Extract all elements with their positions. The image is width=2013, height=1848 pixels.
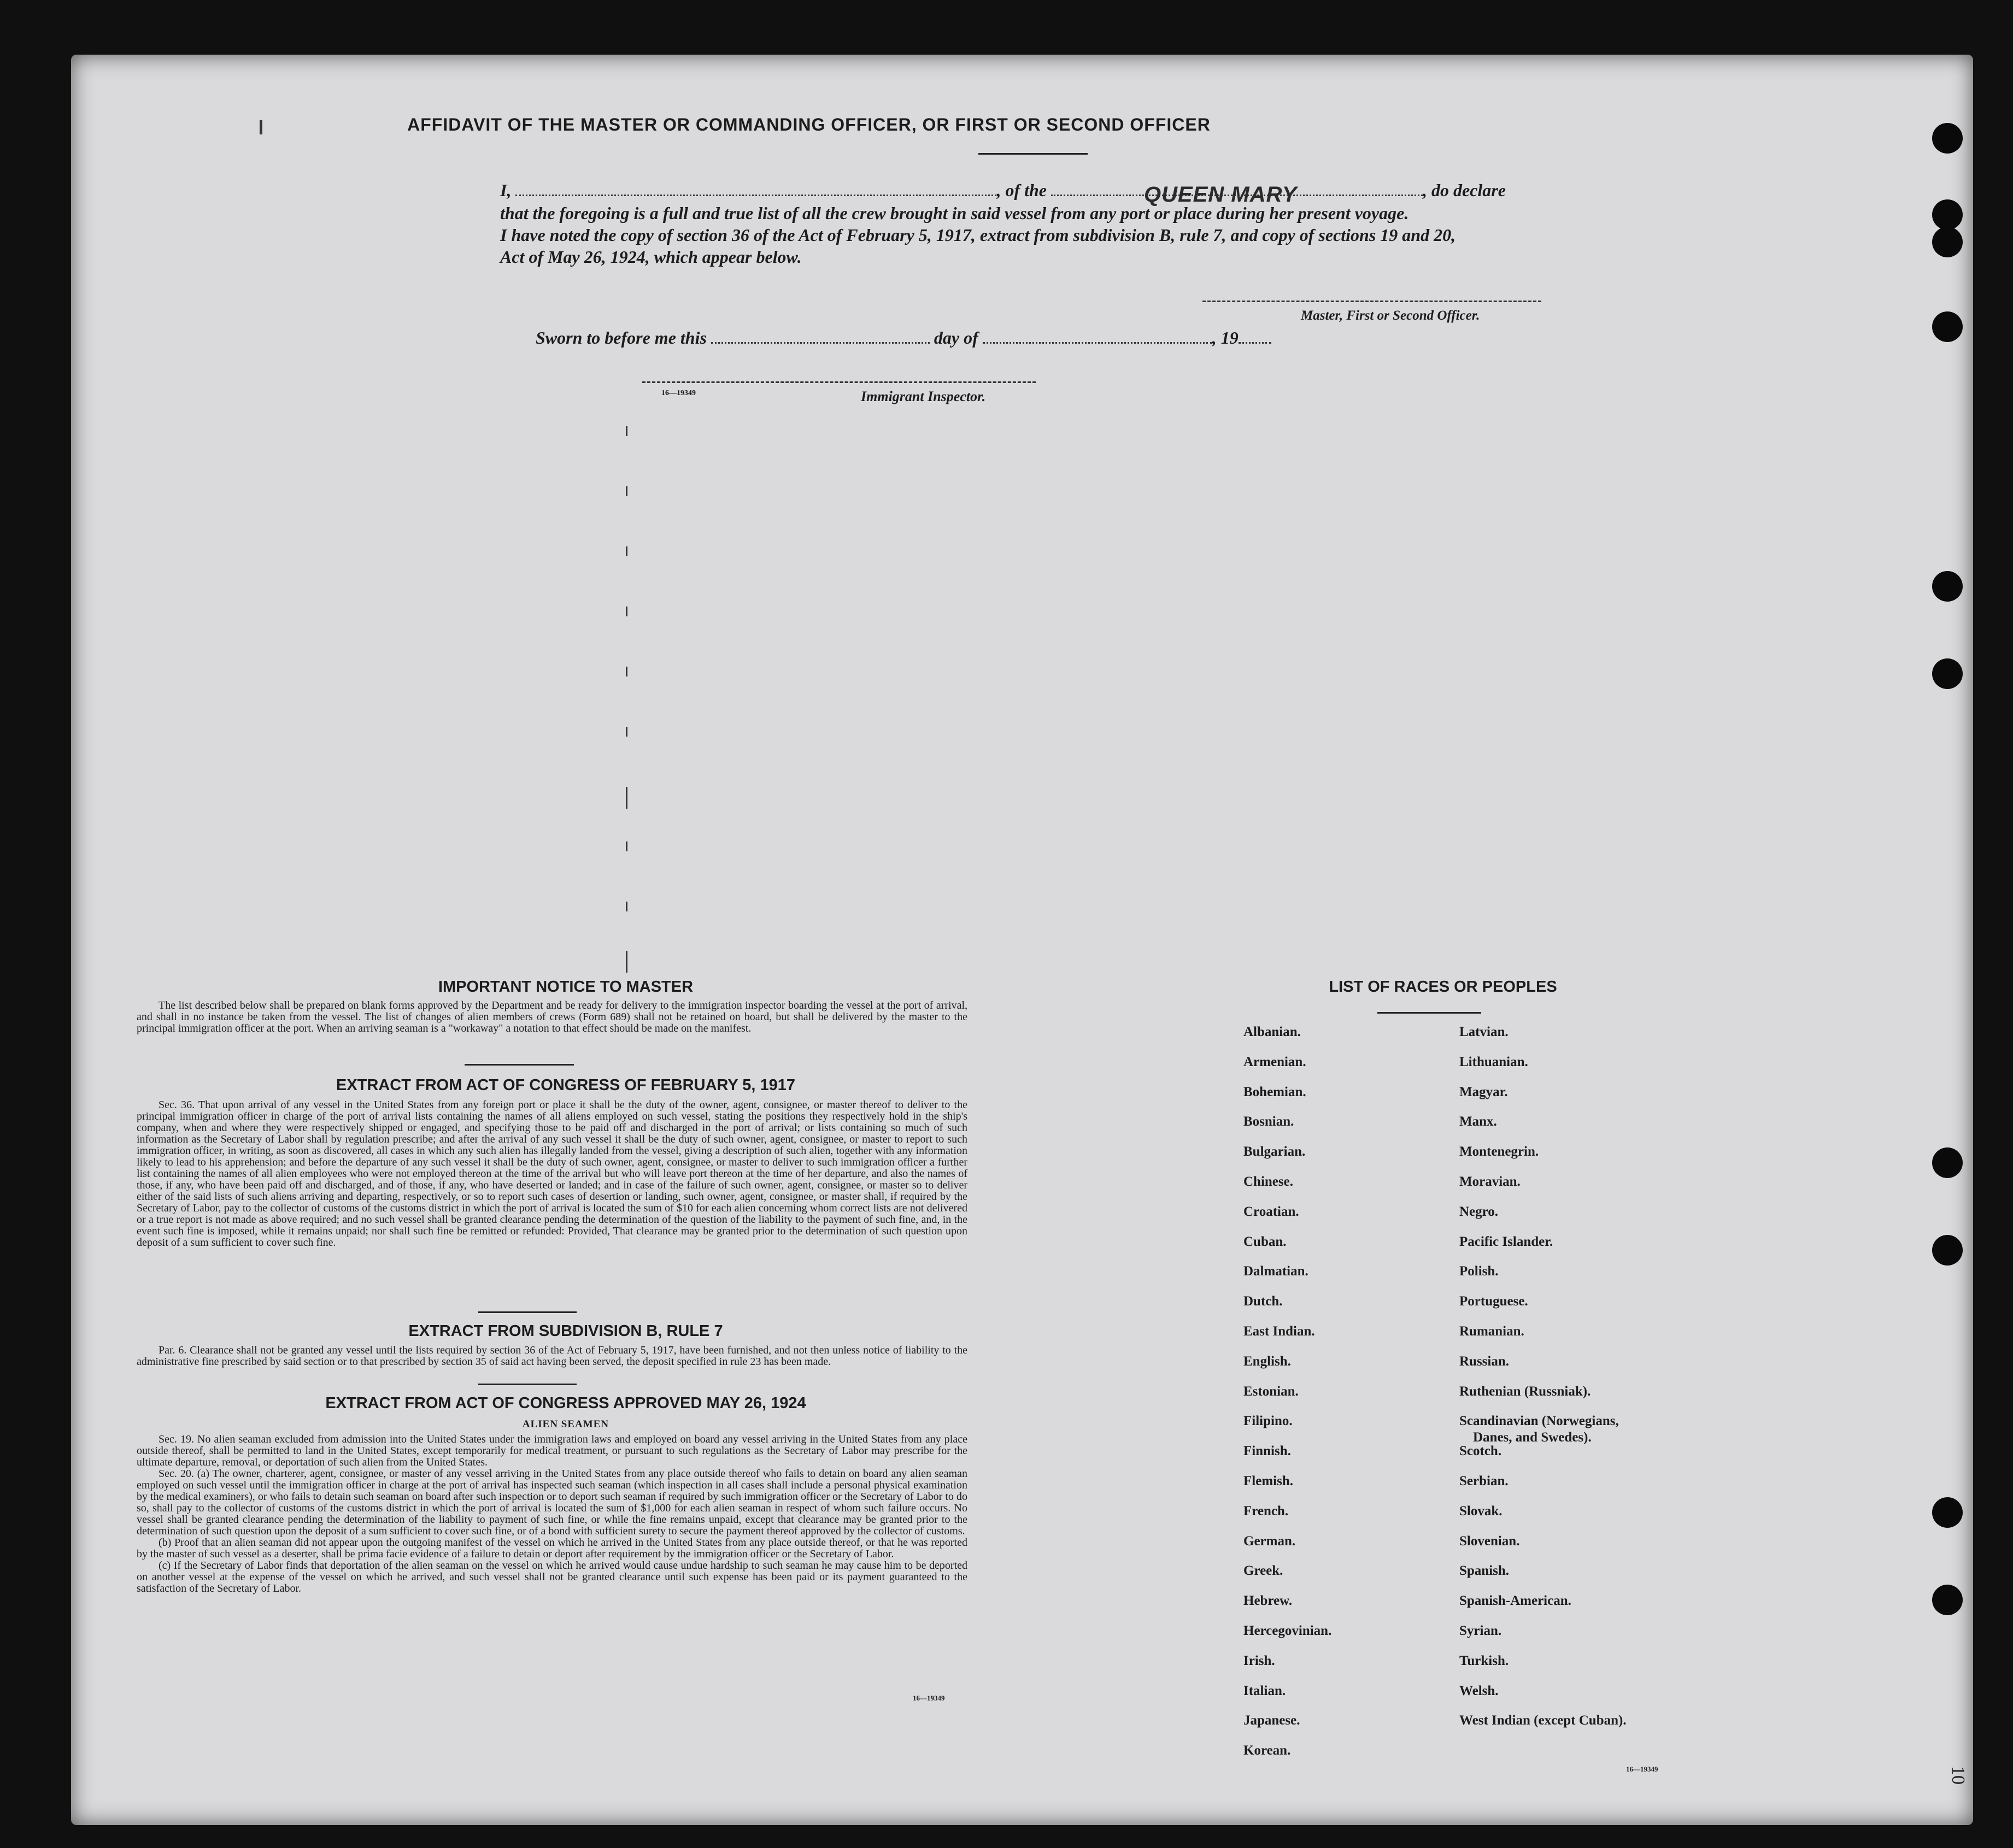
fold-mark (626, 787, 627, 809)
race-item: French. (1243, 1503, 1289, 1519)
punch-hole (1932, 123, 1963, 154)
race-item: Armenian. (1243, 1054, 1306, 1069)
punch-hole (1932, 1497, 1963, 1528)
sec20b-text: (b) Proof that an alien seaman did not appear upon the outgoing manifest of the vessel on which he arrived in the United States from any place outside thereof, or that he was reported by the master of such vessel as a deserter, shall be prima facie evidence of a failure to detain or deport after requirement by the immigration officer or the Secretary of Labor. (137, 1537, 967, 1560)
punch-hole (1932, 227, 1963, 257)
margin-mark (260, 120, 262, 134)
race-item: Manx. (1459, 1114, 1497, 1129)
year-label: , 19 (1212, 328, 1239, 348)
inspector-caption: Immigrant Inspector. (861, 389, 986, 404)
race-item: Bulgarian. (1243, 1144, 1306, 1160)
inspector-form-number: 16—19349 (661, 389, 696, 397)
document-page (71, 55, 1973, 1825)
divider (465, 1064, 574, 1066)
race-item: Bohemian. (1243, 1084, 1306, 1099)
race-item: Irish. (1243, 1653, 1275, 1668)
sec20c-text: (c) If the Secretary of Labor finds that deportation of the alien seaman on the vessel on which he arrived would cause undue hardship to such seaman he may cause him to be deported on another vessel at the expense of the vessel on which he arrived, and such vessel shall not be granted clearance until such expense has been paid or its payment guaranteed to the satisfaction of the Secretary of Labor. (137, 1559, 967, 1594)
race-item: Ruthenian (Russniak). (1459, 1384, 1591, 1399)
race-item: Greek. (1243, 1563, 1283, 1579)
of-the-label: , of the (996, 180, 1047, 200)
race-item: East Indian. (1243, 1324, 1315, 1339)
signature-caption: Master, First or Second Officer. (1301, 308, 1480, 323)
ship-name: QUEEN MARY (1144, 183, 1298, 207)
race-item: Serbian. (1459, 1474, 1509, 1488)
page-number: 10 (1948, 1766, 1968, 1785)
race-item: Korean. (1243, 1743, 1291, 1758)
sworn-label: Sworn to before me this (536, 328, 707, 348)
race-item: Italian. (1243, 1683, 1286, 1698)
sec20a-text: Sec. 20. (a) The owner, charterer, agent, consignee, or master of any vessel arriving in the United States from any place outside thereof who fails to detain on board any alien seaman employed on such vessel until the immigration officer in charge at the port of arrival has inspected such seaman (which inspection in all cases shall include a personal physical examination by the medical examiners), or who fails to detain such seaman on board after such inspection or to deport such seaman if required by such immigration officer or the Secretary of Labor to do so, shall pay to the collector of customs of the customs district in which the port of arrival is located the sum of $1,000 for each alien seaman in respect of whom such failure occurs. No vessel shall be granted clearance pending the determination of the liability to payment of such fine, or while the fine remains unpaid, except that clearance may be granted prior to the determination of such question upon the deposit of a sum sufficient to cover such fine, or of a bond with sufficient surety to secure the payment thereof approved by the collector of customs. (137, 1468, 967, 1537)
race-item: Slovak. (1459, 1503, 1503, 1519)
affidavit-line4: Act of May 26, 1924, which appear below. (500, 247, 802, 267)
race-item: Portuguese. (1459, 1294, 1528, 1309)
race-item: Negro. (1459, 1204, 1499, 1219)
race-item: Spanish-American. (1459, 1593, 1571, 1609)
day-of-label: day of (934, 328, 978, 348)
race-item: Finnish. (1243, 1444, 1291, 1459)
notice-title: IMPORTANT NOTICE TO MASTER (438, 978, 694, 996)
races-title: LIST OF RACES OR PEOPLES (1329, 978, 1557, 996)
subdivision-b-text: Par. 6. Clearance shall not be granted any vessel until the lists required by section 36 of the Act of February 5, 1917, have been furnished, and not then unless notice of liability to the administrative fine prescribed by said section or to that prescribed by section 35 of said act having been served, the deposit specified in rule 23 has been made. (137, 1344, 967, 1368)
race-item: Japanese. (1243, 1713, 1300, 1728)
sworn-day-blank[interactable] (711, 342, 930, 344)
race-item: Filipino. (1243, 1414, 1293, 1429)
punch-hole (1932, 311, 1963, 342)
race-item: Scandinavian (Norwegians, (1459, 1414, 1619, 1429)
race-item: Estonian. (1243, 1384, 1299, 1399)
do-declare-label: , do declare (1423, 180, 1506, 200)
race-item: Latvian. (1459, 1025, 1509, 1039)
races-underline (1377, 1012, 1481, 1014)
affidavit-line3: I have noted the copy of section 36 of the Act of February 5, 1917, extract from subdivision B, rule 7, and copy of sections 19 and 20, (500, 225, 1456, 245)
extract-1917-text: Sec. 36. That upon arrival of any vessel in the United States from any foreign port or place it shall be the duty of the owner, agent, consignee, or master thereof to deliver to the principal immigration officer in charge of the port of arrival lists containing the names of all aliens employed on such vessel, stating the positions they respectively hold in the ship's company, when and where they were respectively shipped or engaged, and specifying those to be paid off and discharged in the port of arrival; or lists containing so much of such information as the Secretary of Labor shall by regulation prescribe; and after the arrival of any such vessel it shall be the duty of such owner, agent, consignee, or master to report to such immigration officer, in writing, as soon as discovered, all cases in which any such alien has illegally landed from the vessel, giving a description of such alien, together with any information likely to lead to his apprehension; and before the departure of any such vessel it shall be the duty of such owner, agent, consignee, or master to deliver to such immigration officer a further list containing the names of all alien employees who were not employed thereon at the time of the arrival but who will leave port thereon at the time of her departure, and also the names of those, if any, who have been paid off and discharged, and of those, if any, who have deserted or landed; and in case of the failure of such owner, agent, consignee, or master so to deliver either of the said lists of such aliens arriving and departing, respectively, or so to report such cases of desertion or landing, such owner, agent, consignee, or master shall, if required by the Secretary of Labor, pay to the collector of customs of the customs district in which the port of arrival is located the sum of $10 for each alien concerning whom correct lists are not delivered or a true report is not made as above required; and no such vessel shall be granted clearance pending the determination of the question of the liability to the payment of such fine, and, in the event such fine is imposed, while it remains unpaid; nor shall such fine be remitted or refunded: Provided, That clearance may be granted prior to the determination of such question upon deposit of a sum sufficient to cover such fine. (137, 1099, 967, 1249)
race-item: German. (1243, 1533, 1296, 1549)
fold-mark (626, 546, 627, 556)
punch-hole (1932, 1147, 1963, 1178)
race-item: Chinese. (1243, 1174, 1293, 1189)
fold-mark (626, 727, 627, 737)
fold-mark (626, 951, 627, 973)
extract-1917-title: EXTRACT FROM ACT OF CONGRESS OF FEBRUARY 5, 1917 (336, 1076, 796, 1094)
race-item: Montenegrin. (1459, 1144, 1539, 1160)
race-item: Albanian. (1243, 1025, 1301, 1039)
divider (478, 1384, 577, 1385)
fold-mark (626, 902, 627, 911)
sec19-text: Sec. 19. No alien seaman excluded from admission into the United States under the immigration laws and employed on board any vessel arriving in the United States from any place outside thereof, shall be permitted to land in the United States, except temporarily for medical treatment, or pursuant to such regulations as the Secretary of Labor may prescribe for the ultimate departure, removal, or deportation of such alien from the United States. (137, 1433, 967, 1468)
race-item: Pacific Islander. (1459, 1234, 1553, 1249)
race-item: Lithuanian. (1459, 1054, 1528, 1069)
race-item: Dutch. (1243, 1294, 1283, 1309)
ship-name-blank[interactable] (1051, 183, 1423, 207)
punch-hole (1932, 1235, 1963, 1266)
race-item: Danes, and Swedes). (1473, 1430, 1592, 1445)
race-item: Spanish. (1459, 1563, 1510, 1579)
affidavit-line1 (500, 179, 1648, 207)
race-item: Dalmatian. (1243, 1264, 1308, 1279)
race-item: Polish. (1459, 1264, 1499, 1279)
race-item: Hercegovinian. (1243, 1623, 1332, 1638)
subdivision-b-title: EXTRACT FROM SUBDIVISION B, RULE 7 (408, 1322, 723, 1340)
race-item: Rumanian. (1459, 1324, 1524, 1339)
signature-line[interactable] (1202, 301, 1541, 302)
sworn-month-blank[interactable] (983, 342, 1212, 344)
extract-form-number: 16—19349 (913, 1694, 945, 1702)
race-item: Moravian. (1459, 1174, 1521, 1189)
race-item: Syrian. (1459, 1623, 1502, 1638)
race-item: Scotch. (1459, 1444, 1502, 1459)
year-blank[interactable] (1239, 342, 1271, 344)
extract-1924-body (137, 1434, 967, 1594)
punch-hole (1932, 1585, 1963, 1615)
punch-hole (1932, 199, 1963, 230)
race-item: Welsh. (1459, 1683, 1499, 1698)
fold-mark (626, 426, 627, 436)
name-blank[interactable] (515, 195, 996, 196)
affidavit-title: AFFIDAVIT OF THE MASTER OR COMMANDING OFFICER, OR FIRST OR SECOND OFFICER (407, 115, 1211, 134)
fold-mark (626, 841, 627, 851)
race-item: Turkish. (1459, 1653, 1509, 1668)
notice-text: The list described below shall be prepared on blank forms approved by the Department and be ready for delivery to the immigration inspector boarding the vessel at the port of arrival, and shall in no instance be taken from the vessel. The list of changes of alien members of crews (Form 689) shall not be retained on board, but shall be delivered by the master to the principal immigration officer at the port. When an arriving seaman is a "workaway" a notation to that effect should be made on the manifest. (137, 999, 967, 1034)
i-label: I, (500, 180, 512, 200)
fold-mark (626, 667, 627, 676)
extract-1924-title: EXTRACT FROM ACT OF CONGRESS APPROVED MAY 26, 1924 (325, 1394, 806, 1412)
race-item: Cuban. (1243, 1234, 1287, 1249)
race-item: Bosnian. (1243, 1114, 1294, 1129)
race-item: Croatian. (1243, 1204, 1299, 1219)
race-item: Flemish. (1243, 1474, 1293, 1488)
race-item: Hebrew. (1243, 1593, 1293, 1609)
races-form-number: 16—19349 (1626, 1765, 1658, 1773)
alien-seamen-subtitle: ALIEN SEAMEN (522, 1419, 609, 1430)
punch-hole (1932, 658, 1963, 689)
divider (478, 1311, 577, 1313)
race-item: West Indian (except Cuban). (1459, 1713, 1627, 1728)
race-item: English. (1243, 1353, 1291, 1369)
sworn-line (536, 327, 1355, 349)
affidavit-line2: that the foregoing is a full and true list of all the crew brought in said vessel from any port or place during her present voyage. (500, 203, 1409, 223)
title-underline (978, 153, 1088, 155)
race-item: Magyar. (1459, 1084, 1508, 1099)
race-item: Slovenian. (1459, 1533, 1520, 1549)
fold-mark (626, 486, 627, 496)
inspector-signature-line[interactable] (642, 381, 1036, 383)
punch-hole (1932, 571, 1963, 602)
fold-mark (626, 607, 627, 616)
race-item: Russian. (1459, 1353, 1510, 1369)
